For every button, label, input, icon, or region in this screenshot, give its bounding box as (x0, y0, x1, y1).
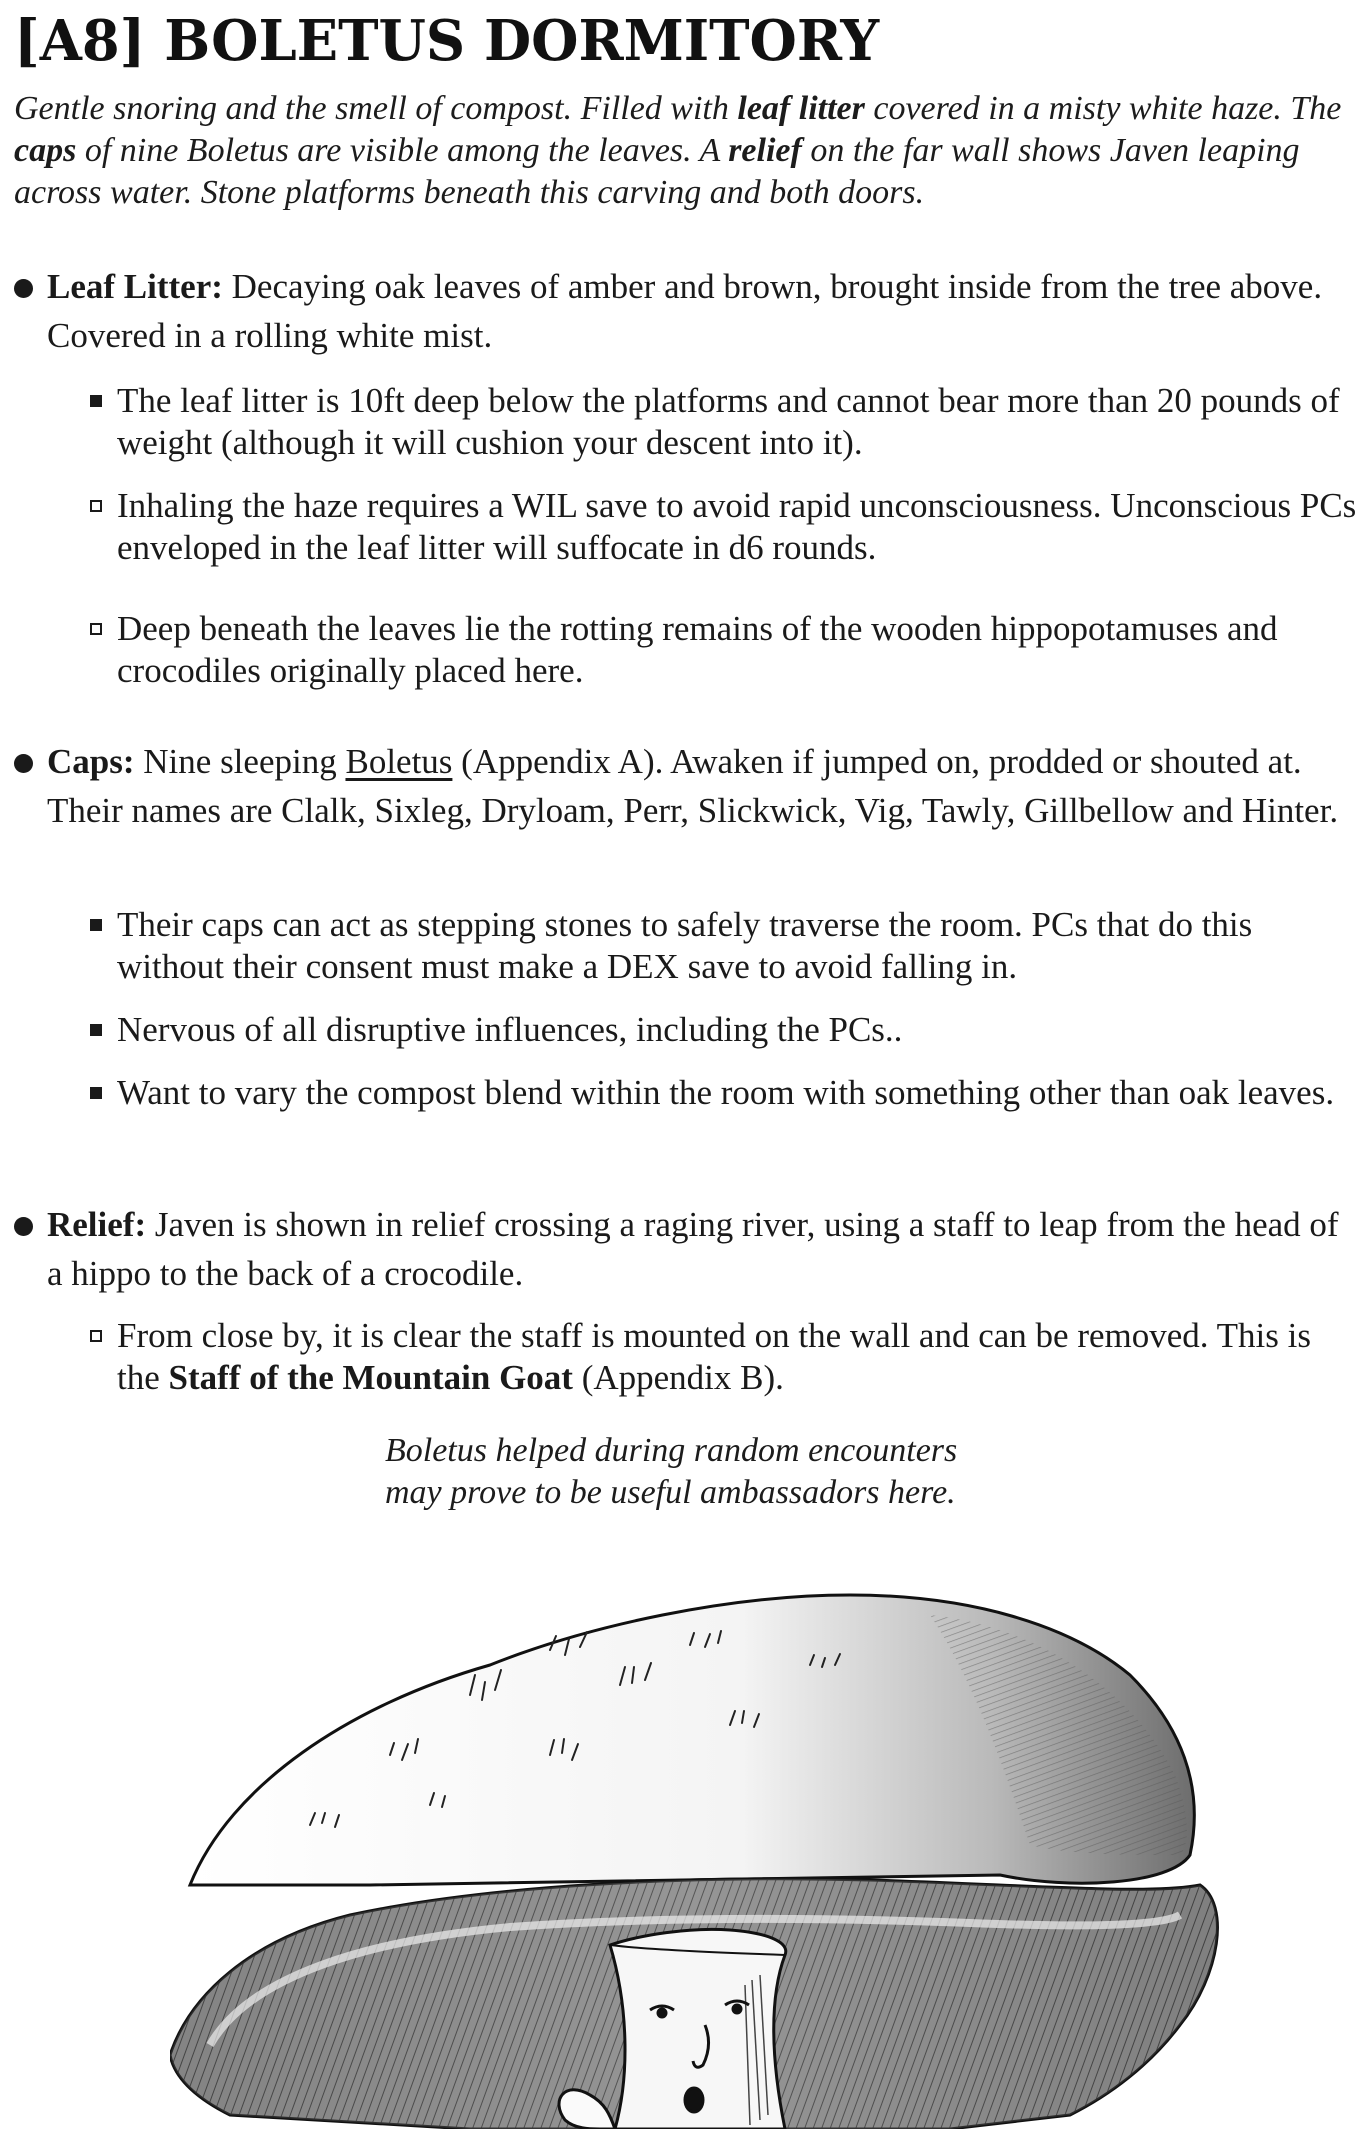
filled-square-bullet (90, 395, 102, 407)
list-item (90, 485, 1360, 569)
entry-label: Leaf Litter: (47, 267, 223, 306)
entry-text: Javen is shown in relief crossing a raging river, using a staff to leap from the head of a hippo to the back of a crocodile. (47, 1205, 1339, 1293)
list-item-text-post: (Appendix B). (572, 1358, 784, 1397)
bullet-dot (14, 754, 33, 773)
intro-text-2: covered in a misty white haze. The (864, 90, 1342, 127)
list-item-text: Their caps can act as stepping stones to safely traverse the room. PCs that do this without their consent must make a DEX save to avoid falling in. (117, 905, 1253, 986)
entry-text: Decaying oak leaves of amber and brown, brought inside from the tree above. Covered in a rolling white mist. (47, 267, 1323, 355)
list-item-text (90, 1315, 1360, 1399)
hollow-square-bullet (90, 500, 102, 512)
list-item-text-pre: From close by, it is clear the staff is mounted on the wall and can be removed. This is the (117, 1316, 1311, 1397)
intro-text-4: on the far wall shows Javen leaping across water. Stone platforms beneath this carving and both doors. (14, 132, 1300, 211)
gm-note (385, 1430, 1085, 1514)
list-item (90, 1072, 1360, 1114)
list-item (90, 904, 1360, 988)
hollow-square-bullet (90, 623, 102, 635)
filled-square-bullet (90, 1087, 102, 1099)
list-item-text: Inhaling the haze requires a WIL save to avoid rapid unconsciousness. Unconscious PCs enveloped in the leaf litter will suffocate in d6 rounds. (117, 486, 1357, 567)
entry-caps (14, 737, 1359, 835)
list-item (90, 1315, 1360, 1399)
boletus-mushroom-illustration (170, 1555, 1368, 2129)
entry-label: Relief: (47, 1205, 147, 1244)
list-item-text: Want to vary the compost blend within the room with something other than oak leaves. (117, 1073, 1335, 1112)
intro-paragraph (14, 88, 1359, 214)
list-item-text: Deep beneath the leaves lie the rotting remains of the wooden hippopotamuses and crocodiles originally placed here. (117, 609, 1278, 690)
entry-text: (Appendix A). Awaken if jumped on, prodded or shouted at. Their names are Clalk, Sixleg, Dryloam, Perr, Slickwick, Vig, Tawly, Gillbellow and Hinter. (47, 742, 1339, 830)
entry-relief-body (14, 1200, 1359, 1298)
gm-note-line: may prove to be useful ambassadors here. (385, 1474, 956, 1511)
boletus-link[interactable]: Boletus (345, 742, 453, 781)
filled-square-bullet (90, 919, 102, 931)
entry-relief (14, 1200, 1359, 1298)
intro-text-1: Gentle snoring and the smell of compost. Filled with (14, 90, 738, 127)
list-item (90, 380, 1360, 464)
intro-bold-caps: caps (14, 132, 77, 169)
intro-bold-relief: relief (728, 132, 802, 169)
intro-text-3: of nine Boletus are visible among the leaves. A (76, 132, 729, 169)
bullet-dot (14, 279, 33, 298)
list-item (90, 1009, 1360, 1051)
intro-bold-leaf-litter: leaf litter (737, 90, 865, 127)
entry-caps-body (14, 737, 1359, 835)
list-item-text: Nervous of all disruptive influences, including the PCs.. (117, 1010, 903, 1049)
entry-leaf-litter (14, 262, 1359, 360)
bullet-dot (14, 1217, 33, 1236)
entry-text: Nine sleeping (134, 742, 346, 781)
list-item (90, 608, 1360, 692)
hollow-square-bullet (90, 1330, 102, 1342)
entry-label: Caps: (47, 742, 135, 781)
filled-square-bullet (90, 1024, 102, 1036)
list-item-text: The leaf litter is 10ft deep below the platforms and cannot bear more than 20 pounds of weight (although it will cushion your descent into it). (117, 381, 1340, 462)
page-title: [A8] BOLETUS DORMITORY (14, 8, 880, 74)
gm-note-line: Boletus helped during random encounters (385, 1432, 958, 1469)
staff-item-name: Staff of the Mountain Goat (168, 1358, 573, 1397)
entry-leaf-litter-body (14, 262, 1359, 360)
